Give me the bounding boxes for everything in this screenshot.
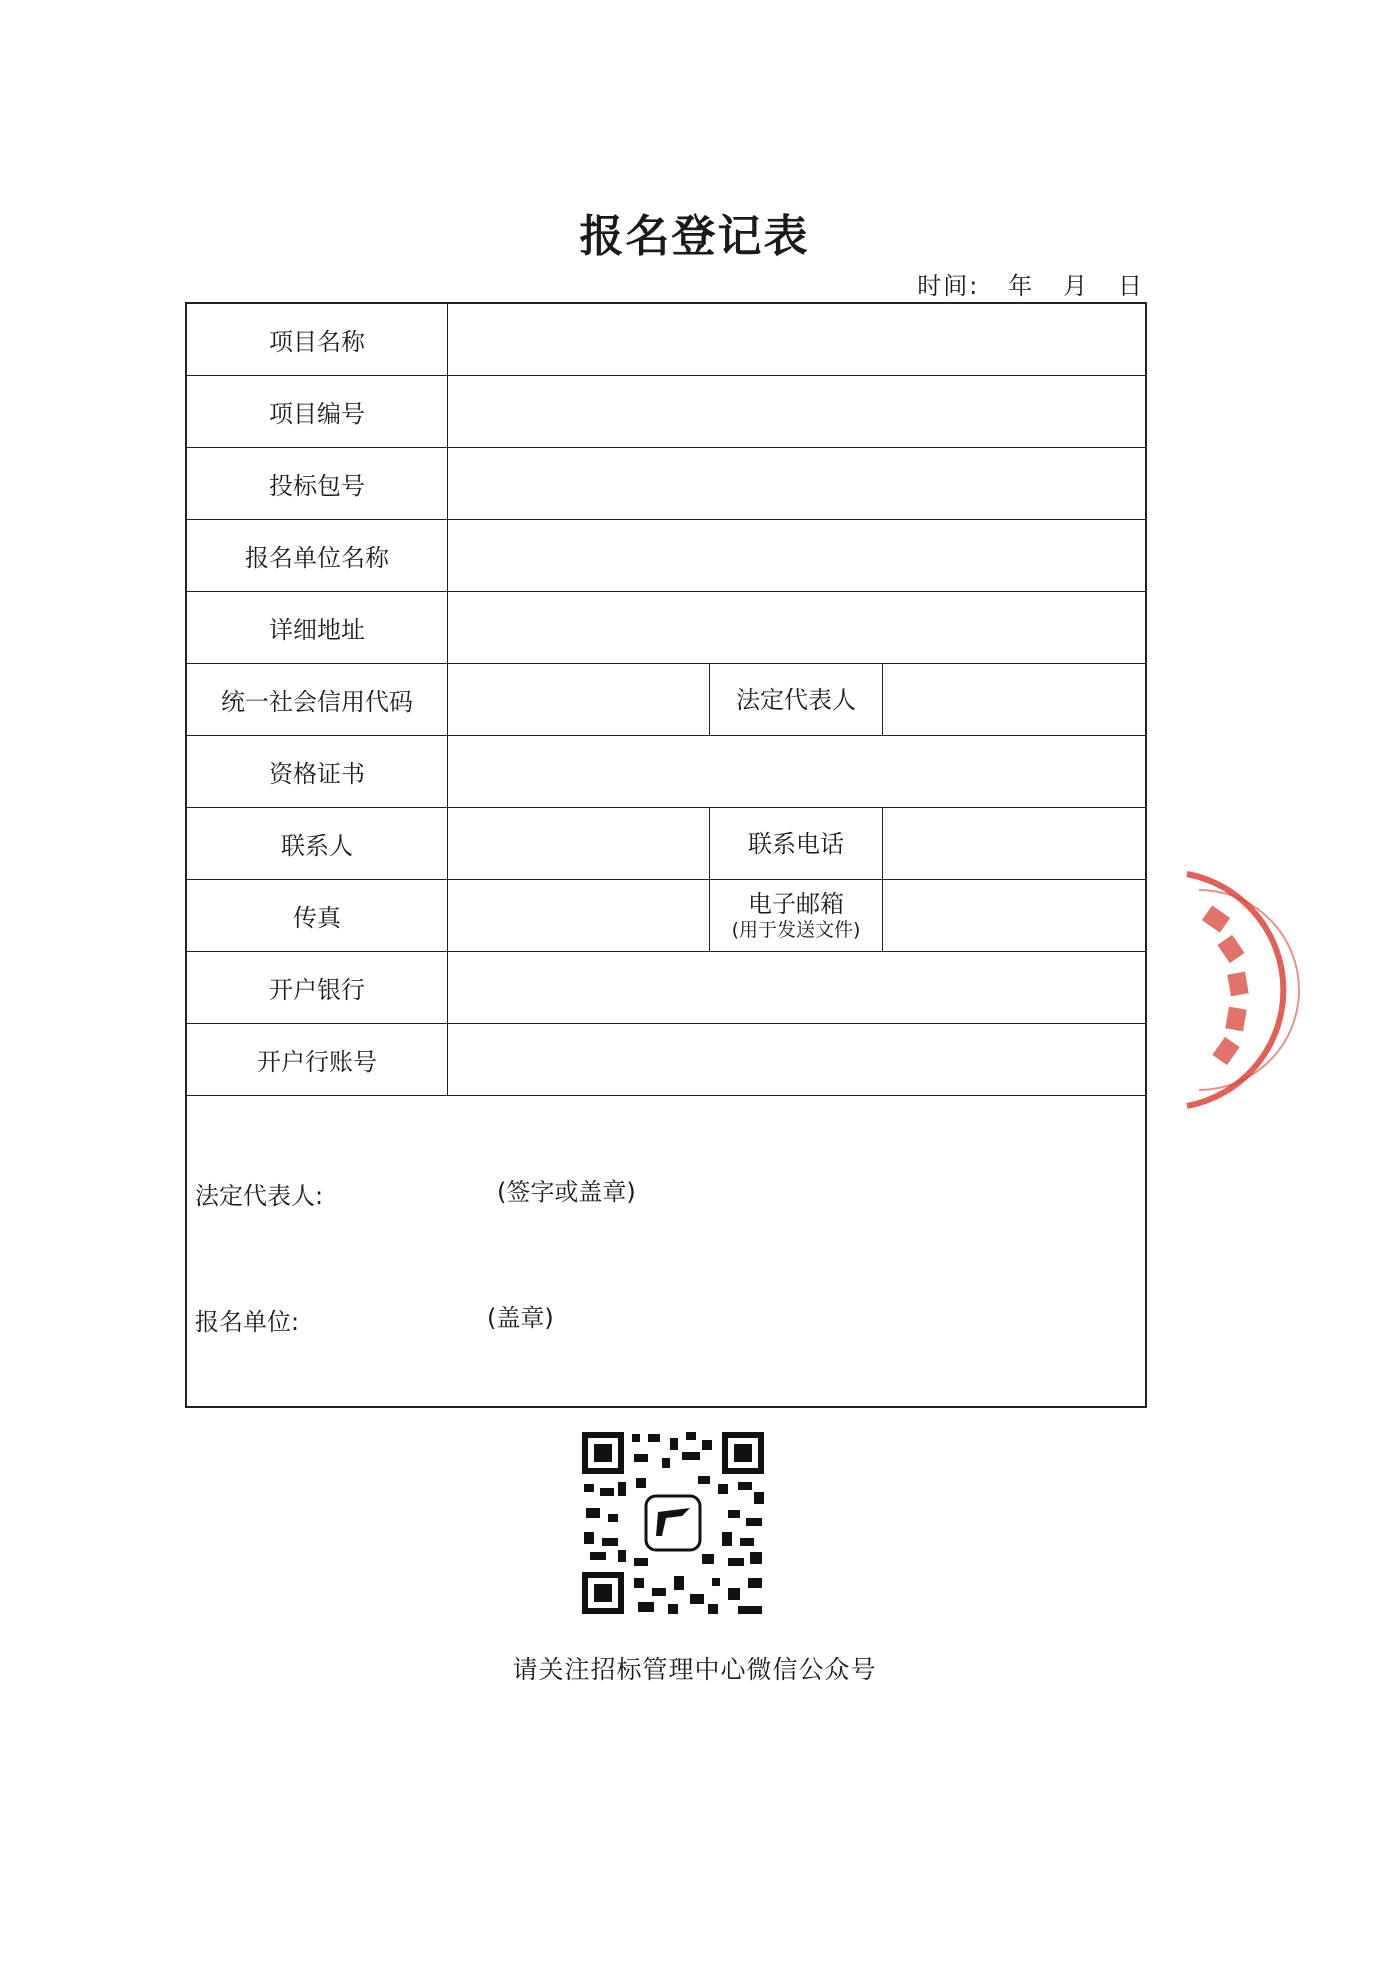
row-contact	[187, 808, 1145, 880]
account-label: 开户行账号	[187, 1024, 448, 1095]
email-field[interactable]	[883, 880, 1145, 951]
row-bank	[187, 952, 1145, 1024]
legal-rep-label: 法定代表人	[710, 664, 883, 735]
date-line: 时间: 年 月 日	[917, 272, 1144, 300]
row-address	[187, 592, 1145, 664]
qr-code-icon	[578, 1428, 768, 1618]
fax-label: 传真	[187, 880, 448, 951]
phone-field[interactable]	[883, 808, 1145, 879]
registrant-name-field[interactable]	[448, 520, 1145, 591]
fax-field[interactable]	[448, 880, 710, 951]
bid-package-label: 投标包号	[187, 448, 448, 519]
row-registrant-name	[187, 520, 1145, 592]
email-label: 电子邮箱	[748, 889, 844, 918]
project-name-label: 项目名称	[187, 304, 448, 375]
project-number-field[interactable]	[448, 376, 1145, 447]
row-credit-code	[187, 664, 1145, 736]
bid-package-field[interactable]	[448, 448, 1145, 519]
contact-field[interactable]	[448, 808, 710, 879]
row-project-number	[187, 376, 1145, 448]
bank-field[interactable]	[448, 952, 1145, 1023]
bank-label: 开户银行	[187, 952, 448, 1023]
project-number-label: 项目编号	[187, 376, 448, 447]
credit-code-label: 统一社会信用代码	[187, 664, 448, 735]
credit-code-field[interactable]	[448, 664, 710, 735]
unit-sign-label: 报名单位:	[195, 1308, 300, 1336]
email-label-cell	[710, 880, 883, 951]
email-note: (用于发送文件)	[731, 918, 861, 941]
row-bid-package	[187, 448, 1145, 520]
unit-sign-note: (盖章)	[487, 1304, 554, 1332]
address-label: 详细地址	[187, 592, 448, 663]
certificate-label: 资格证书	[187, 736, 448, 807]
phone-label: 联系电话	[710, 808, 883, 879]
legal-rep-sign-note: (签字或盖章)	[497, 1178, 636, 1206]
signature-area	[187, 1096, 1145, 1406]
row-project-name	[187, 304, 1145, 376]
row-fax-email	[187, 880, 1145, 952]
project-name-field[interactable]	[448, 304, 1145, 375]
certificate-field[interactable]	[448, 736, 1145, 807]
registration-form	[185, 302, 1147, 1408]
address-field[interactable]	[448, 592, 1145, 663]
row-account	[187, 1024, 1145, 1096]
qr-caption: 请关注招标管理中心微信公众号	[512, 1655, 877, 1684]
legal-rep-field[interactable]	[883, 664, 1145, 735]
contact-label: 联系人	[187, 808, 448, 879]
row-certificate	[187, 736, 1145, 808]
legal-rep-sign-label: 法定代表人:	[195, 1182, 324, 1210]
document-title: 报名登记表	[579, 211, 810, 262]
red-seal-icon	[1165, 870, 1389, 1110]
account-field[interactable]	[448, 1024, 1145, 1095]
registrant-name-label: 报名单位名称	[187, 520, 448, 591]
